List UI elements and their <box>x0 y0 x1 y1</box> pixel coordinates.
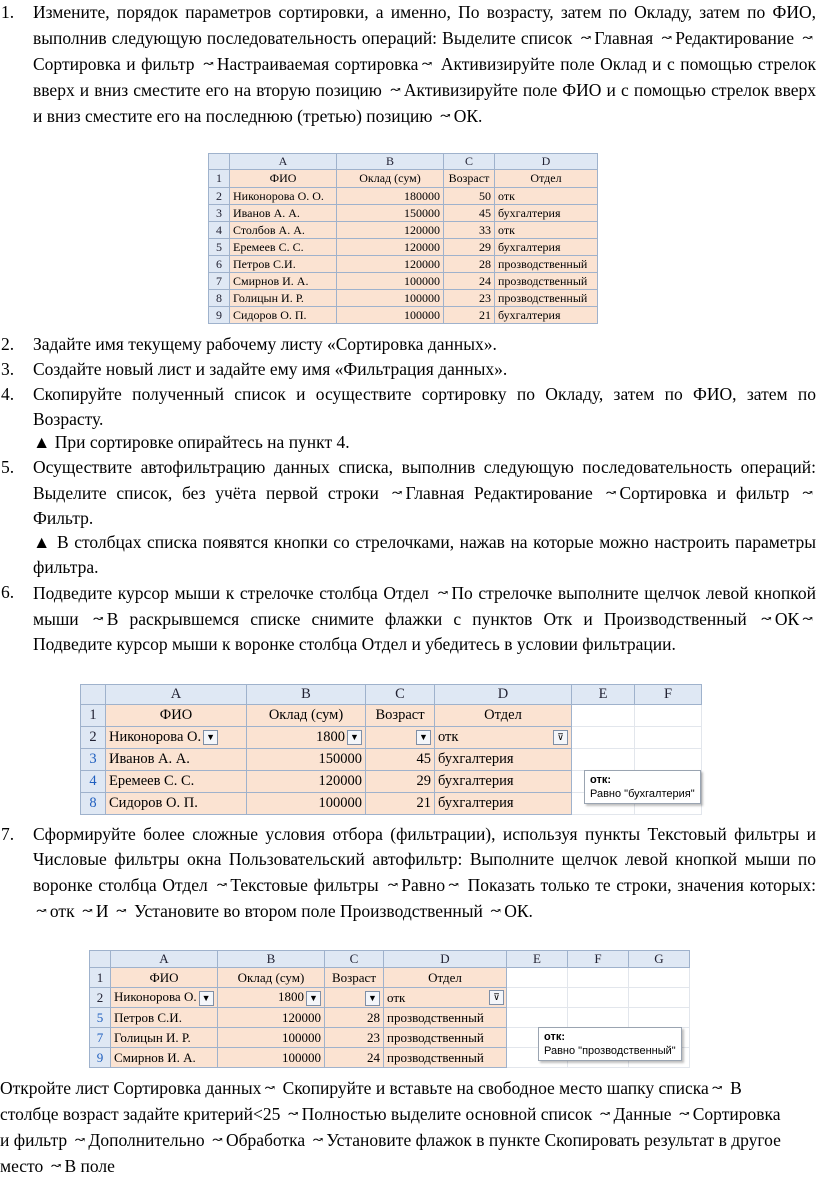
list-item-3: 3. Создайте новый лист и задайте ему имя «Фильтрация данных». <box>1 359 508 379</box>
arrow-icon: ↝ <box>437 585 449 600</box>
arrow-icon: ↝ <box>605 485 617 500</box>
spreadsheet-autofilter: A B C D E F 1 ФИО Оклад (сум) Возраст Отдел 2 Никонорова О. ▼ 1800 ▼ ▼ отк ⊽ 3 Иванов А. А. 150000 45 бухгалтерия 4 Еремеев С. С. 120000 29 бухгалтерия 8 Сидоров О. П. 100000 21 бухгалтерия <box>80 684 702 815</box>
table-row: 2 Никонорова О. ▼ 1800 ▼ ▼ отк ⊽ <box>81 727 702 749</box>
spreadsheet-sort <box>208 153 598 324</box>
column-header: A <box>230 154 337 170</box>
table-row: 8 Голицын И. Р. 100000 23 прозводственный <box>209 290 598 307</box>
arrow-icon: ↝ <box>439 108 451 123</box>
table-row: 5 Еремеев С. С. 120000 29 бухгалтерия <box>209 239 598 256</box>
table-row: 2 Никонорова О. О. 180000 50 отк <box>209 188 598 205</box>
table-row: 8 Сидоров О. П. 100000 21 бухгалтерия <box>81 793 702 815</box>
corner-cell <box>209 154 230 170</box>
arrow-icon: ↝ <box>312 1132 324 1147</box>
arrow-icon: ↝ <box>216 877 228 892</box>
final-paragraph: Откройте лист Сортировка данных ↝ Скопируйте и вставьте на свободное место шапку списка ↝ В столбце возраст задайте критерий<25 ↝ Полностью выделите основной список ↝ Данные ↝ Сортировка и фильтр ↝ Дополнительно ↝ Обработка ↝ Установите флажок в пункте Скопировать результат в другое место ↝ В поле <box>0 1075 783 1179</box>
arrow-icon: ↝ <box>36 903 47 918</box>
arrow-icon: ↝ <box>802 30 813 45</box>
filter-dropdown-button[interactable]: ▼ <box>199 991 214 1006</box>
arrow-icon: ↝ <box>50 1158 62 1173</box>
arrow-icon: ↝ <box>81 903 93 918</box>
arrow-icon: ↝ <box>92 611 104 626</box>
arrow-icon: ↝ <box>202 56 214 71</box>
list-item-7: 7. Сформируйте более сложные условия отбора (фильтрации), используя пункты Текстовый фильтры и Числовые фильтры окна Пользовательский автофильтр: Выполните щелчок левой кнопкой мыши по воронке столбца Отдел ↝ Текстовые фильтры ↝ Равно ↝ Показать только те строки, значения которых: ↝ отк ↝ И ↝ Установите во втором поле Производственный ↝ ОК. <box>1 824 816 921</box>
arrow-icon: ↝ <box>287 1106 299 1121</box>
table-row: 4 Еремеев С. С. 120000 29 бухгалтерия <box>81 771 702 793</box>
spreadsheet-custom-filter: A B C D E F G 1 ФИО Оклад (сум) Возраст Отдел 2 Никонорова О. ▼ 1800 ▼ ▼ отк ⊽ 5 Петров С.И. 120000 28 прозводственный 7 Голицын И. Р. 100000 23 прозводственный 9 Смирнов И. А. 100000 24 прозводственный <box>89 950 690 1068</box>
arrow-icon: ↝ <box>802 611 814 626</box>
arrow-icon: ↝ <box>448 877 460 892</box>
column-header: C <box>444 154 495 170</box>
item-number: 1. <box>1 2 15 22</box>
list-item-1: 1. Измените, порядок параметров сортировки, а именно, По возрасту, затем по Окладу, затем по ФИО, выполнив следующую последовательность операций: Выделите список ↝ Главная ↝ Редактирование ↝Сортировка и фильтр ↝ Настраиваемая сортировка ↝ Активизируйте поле Оклад и с помощью стрелок вверх и вниз сместите его на вторую позицию ↝ Активизируйте поле ФИО и с помощью стрелок вверх и вниз сместите его на последнюю (третью) позицию ↝ ОК. <box>1 2 816 126</box>
table-row: 2 Никонорова О. ▼ 1800 ▼ ▼ отк ⊽ <box>90 988 690 1008</box>
arrow-icon: ↝ <box>389 82 401 97</box>
filter-dropdown-button[interactable]: ▼ <box>306 991 321 1006</box>
arrow-icon: ↝ <box>580 30 592 45</box>
arrow-icon: ↝ <box>661 30 673 45</box>
filter-dropdown-button[interactable]: ▼ <box>203 730 218 745</box>
arrow-icon: ↝ <box>802 485 814 500</box>
column-header: D <box>495 154 598 170</box>
list-item-2: 2. Задайте имя текущему рабочему листу «Сортировка данных». <box>1 334 497 354</box>
table-row: 7 Голицын И. Р. 100000 23 прозводственный <box>90 1028 690 1048</box>
filter-funnel-icon[interactable]: ⊽ <box>489 990 504 1005</box>
table-row: 3 Иванов А. А. 150000 45 бухгалтерия <box>209 205 598 222</box>
arrow-icon: ↝ <box>387 877 399 892</box>
table-row: 9 Сидоров О. П. 100000 21 бухгалтерия <box>209 307 598 324</box>
table-row: 1 ФИО Оклад (сум) Возраст Отдел <box>209 170 598 188</box>
arrow-icon: ↝ <box>599 1106 611 1121</box>
note-5: ▲ В столбцах списка появятся кнопки со стрелочками, нажав на которые можно настроить параметры фильтра. <box>33 532 816 577</box>
table-row: 6 Петров С.И. 120000 28 прозводственный <box>209 256 598 273</box>
list-item-5: 5. Осуществите автофильтрацию данных списка, выполнив следующую последовательность операций: Выделите список, без учёта первой строки ↝ Главная Редактирование ↝ Сортировка и фильтр ↝Фильтр. <box>1 457 816 528</box>
list-item-6: 6. Подведите курсор мыши к стрелочке столбца Отдел ↝ По стрелочке выполните щелчок левой кнопкой мыши ↝ В раскрывшемся списке снимите флажки с пунктов Отк и Производственный ↝ ОК ↝ Подведите курсор мыши к воронке столбца Отдел и убедитесь в условии фильтрации. <box>1 582 816 654</box>
table-row: 9 Смирнов И. А. 100000 24 прозводственный <box>90 1048 690 1068</box>
filter-tooltip: отк: Равно "прозводственный" <box>538 1027 682 1061</box>
filter-tooltip: отк: Равно "бухгалтерия" <box>584 770 701 804</box>
arrow-icon: ↝ <box>212 1132 223 1147</box>
note-4: ▲ При сортировке опирайтесь на пункт 4. <box>33 432 350 452</box>
table-row: 4 Столбов А. А. 120000 33 отк <box>209 222 598 239</box>
arrow-icon: ↝ <box>760 611 772 626</box>
arrow-icon: ↝ <box>711 1080 723 1095</box>
arrow-icon: ↝ <box>115 903 127 918</box>
arrow-icon: ↝ <box>678 1106 690 1121</box>
table-row: 5 Петров С.И. 120000 28 прозводственный <box>90 1008 690 1028</box>
list-item-4: 4. Скопируйте полученный список и осуществите сортировку по Окладу, затем по ФИО, затем по Возрасту. <box>1 384 816 429</box>
arrow-icon: ↝ <box>421 56 433 71</box>
table-row: 7 Смирнов И. А. 100000 24 прозводственный <box>209 273 598 290</box>
arrow-icon: ↝ <box>391 485 403 500</box>
table-row: 1 ФИО Оклад (сум) Возраст Отдел <box>81 705 702 727</box>
filter-dropdown-button[interactable]: ▼ <box>347 730 362 745</box>
table-row: 1 ФИО Оклад (сум) Возраст Отдел <box>90 968 690 988</box>
arrow-icon: ↝ <box>264 1080 276 1095</box>
filter-funnel-icon[interactable]: ⊽ <box>553 730 568 745</box>
column-header: B <box>337 154 444 170</box>
filter-dropdown-button[interactable]: ▼ <box>416 730 431 745</box>
arrow-icon: ↝ <box>74 1132 86 1147</box>
arrow-icon: ↝ <box>490 903 502 918</box>
table-row: 3 Иванов А. А. 150000 45 бухгалтерия <box>81 749 702 771</box>
filter-dropdown-button[interactable]: ▼ <box>365 991 380 1006</box>
